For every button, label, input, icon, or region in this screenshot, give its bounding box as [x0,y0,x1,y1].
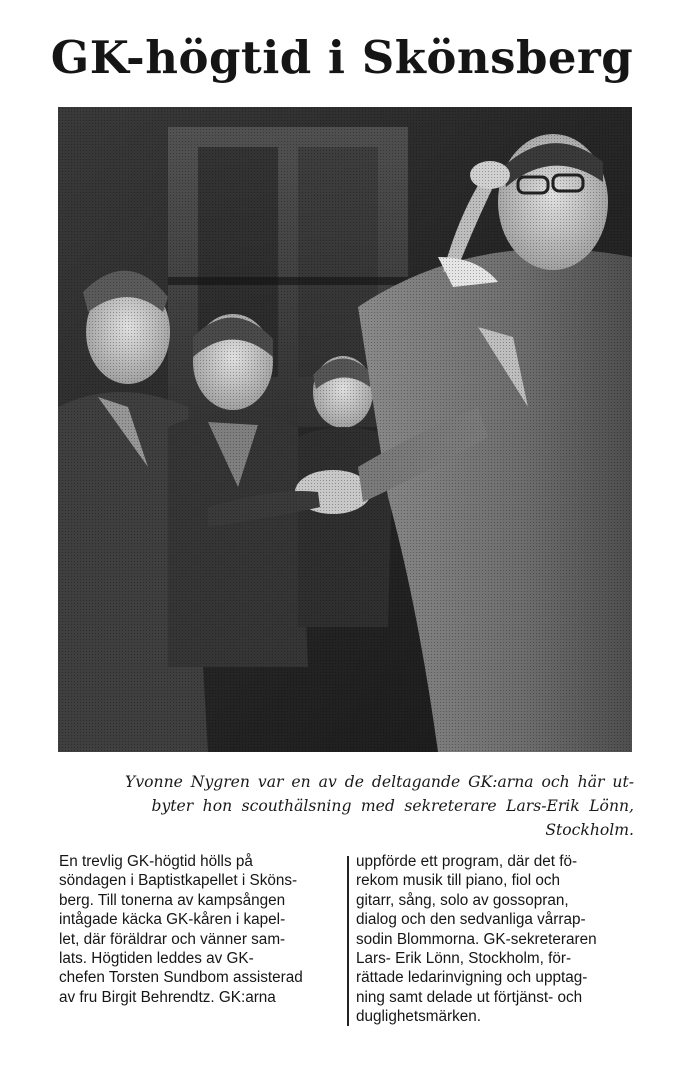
column-divider [347,856,349,1026]
caption-line: byter hon scouthälsning med sekreterare Lars-Erik Lönn, [151,797,634,815]
article-line: duglighetsmärken. [356,1008,481,1026]
photo-illustration [58,107,632,752]
article-line: söndagen i Baptistkapellet i Sköns- [59,872,298,890]
article-line: gitarr, sång, solo av gossopran, [356,891,569,909]
article-line: sodin Blommorna. GK-sekreteraren [356,930,597,948]
headline: GK-högtid i Skönsberg [50,31,634,84]
photo-caption [58,770,634,842]
article-line: En trevlig GK-högtid hölls på [59,853,253,870]
article-line: av fru Birgit Behrendtz. GK:arna [59,988,276,1006]
article-column-left [59,852,341,1007]
article-line: chefen Torsten Sundbom assisterad [59,969,303,987]
news-photo [58,107,632,752]
article-line: rekom musik till piano, fiol och [356,872,561,890]
article-line: dialog och den sedvanliga vårrap- [356,911,586,929]
article-line: Lars- Erik Lönn, Stockholm, för- [356,950,572,968]
caption-line: Yvonne Nygren var en av de deltagande GK:arna och här ut- [125,773,634,791]
article-line: intågade käcka GK-kåren i kapel- [59,911,286,929]
article-line: lats. Högtiden leddes av GK- [59,950,254,968]
article-column-right [356,852,652,1027]
article-line: ning samt delade ut förtjänst- och [356,988,583,1006]
article-line: rättade ledarinvigning och upptag- [356,969,588,987]
caption-line: Stockholm. [545,821,634,839]
article-line: uppförde ett program, där det fö- [356,853,578,870]
article-line: berg. Till tonerna av kampsången [59,891,286,909]
article-line: let, där föräldrar och vänner sam- [59,930,286,948]
